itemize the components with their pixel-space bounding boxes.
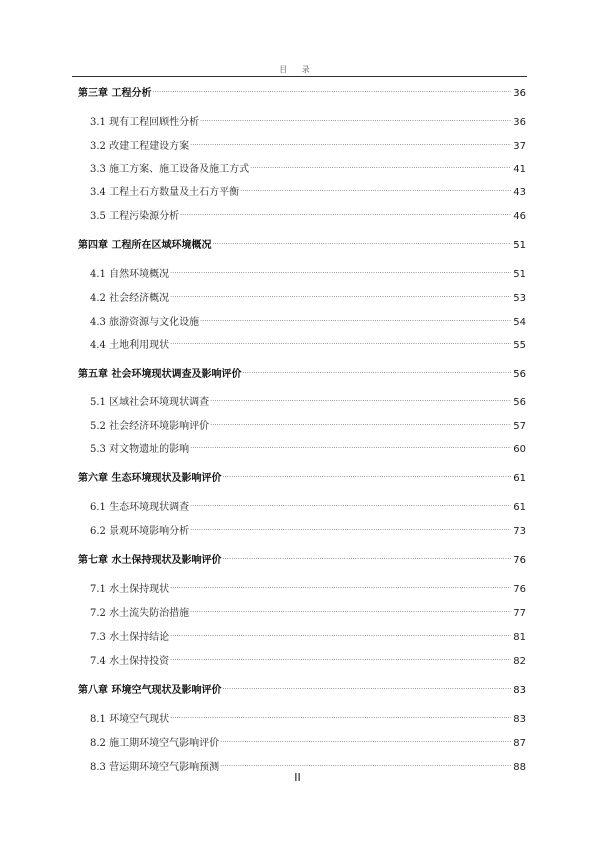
- toc-chapter-entry[interactable]: [78, 234, 526, 251]
- toc-entry-page: 55: [513, 340, 526, 351]
- toc-dot-leader: [170, 334, 511, 348]
- toc-section-entry[interactable]: [90, 602, 526, 619]
- toc-entry-label: 4.2 社会经济概况: [90, 293, 170, 304]
- page-number: II: [294, 771, 301, 784]
- toc-dot-leader: [190, 496, 511, 510]
- toc-entry-label: 第八章 环境空气现状及影响评价: [78, 685, 222, 696]
- toc-dot-leader: [170, 287, 511, 301]
- toc-entry-page: 81: [513, 632, 526, 643]
- toc-entry-page: 46: [513, 211, 526, 222]
- toc-entry-page: 51: [513, 269, 526, 280]
- toc-entry-label: 8.1 环境空气现状: [90, 714, 170, 725]
- toc-entry-label: 3.3 施工方案、施工设备及施工方式: [90, 164, 250, 175]
- toc-entry-page: 87: [513, 738, 526, 749]
- toc-entry-label: 4.3 旅游资源与文化设施: [90, 317, 200, 328]
- toc-dot-leader: [152, 82, 511, 96]
- toc-dot-leader: [222, 679, 511, 693]
- toc-section-entry[interactable]: [90, 205, 526, 222]
- toc-dot-leader: [240, 181, 511, 195]
- toc-entry-label: 6.2 景观环境影响分析: [90, 526, 190, 537]
- toc-entry-label: 5.2 社会经济环境影响评价: [90, 421, 210, 432]
- toc-dot-leader: [200, 111, 511, 125]
- toc-section-entry[interactable]: [90, 578, 526, 595]
- toc-dot-leader: [190, 438, 511, 452]
- toc-dot-leader: [170, 578, 511, 592]
- toc-dot-leader: [222, 467, 511, 481]
- toc-entry-page: 36: [513, 88, 526, 99]
- toc-entry-page: 54: [513, 317, 526, 328]
- toc-chapter-entry[interactable]: [78, 467, 526, 484]
- toc-entry-label: 第五章 社会环境现状调查及影响评价: [78, 369, 242, 380]
- toc-section-entry[interactable]: [90, 520, 526, 537]
- toc-section-entry[interactable]: [90, 263, 526, 280]
- toc-dot-leader: [220, 732, 511, 746]
- toc-entry-label: 第六章 生态环境现状及影响评价: [78, 473, 222, 484]
- toc-entry-page: 56: [513, 397, 526, 408]
- toc-dot-leader: [212, 234, 511, 248]
- toc-entry-page: 53: [513, 293, 526, 304]
- toc-entry-label: 8.3 营运期环境空气影响预测: [90, 762, 220, 773]
- toc-dot-leader: [222, 549, 511, 563]
- toc-entry-label: 5.1 区域社会环境现状调查: [90, 397, 210, 408]
- toc-dot-leader: [242, 363, 511, 377]
- toc-entry-label: 4.1 自然环境概况: [90, 269, 170, 280]
- toc-chapter-entry[interactable]: [78, 549, 526, 566]
- toc-section-entry[interactable]: [90, 158, 526, 175]
- toc-entry-label: 7.2 水土流失防治措施: [90, 608, 190, 619]
- toc-entry-page: 36: [513, 117, 526, 128]
- toc-section-entry[interactable]: [90, 732, 526, 749]
- toc-chapter-entry[interactable]: [78, 363, 526, 380]
- toc-section-entry[interactable]: [90, 708, 526, 725]
- toc-dot-leader: [190, 520, 511, 534]
- toc-entry-page: 60: [513, 444, 526, 455]
- toc-entry-page: 83: [513, 714, 526, 725]
- toc-dot-leader: [190, 602, 511, 616]
- toc-section-entry[interactable]: [90, 334, 526, 351]
- toc-entry-label: 3.2 改建工程建设方案: [90, 141, 190, 152]
- toc-entry-page: 61: [513, 473, 526, 484]
- toc-entry-page: 43: [513, 187, 526, 198]
- toc-section-entry[interactable]: [90, 496, 526, 513]
- toc-entry-page: 73: [513, 526, 526, 537]
- toc-chapter-entry[interactable]: [78, 82, 526, 99]
- toc-section-entry[interactable]: [90, 135, 526, 152]
- toc-entry-page: 82: [513, 656, 526, 667]
- toc-dot-leader: [190, 135, 511, 149]
- toc-entry-page: 56: [513, 369, 526, 380]
- toc-section-entry[interactable]: [90, 391, 526, 408]
- toc-dot-leader: [210, 415, 511, 429]
- toc-entry-label: 5.3 对文物遗址的影响: [90, 444, 190, 455]
- toc-section-entry[interactable]: [90, 287, 526, 304]
- toc-entry-page: 77: [513, 608, 526, 619]
- toc-section-entry[interactable]: [90, 181, 526, 198]
- toc-entry-label: 第四章 工程所在区域环境概况: [78, 240, 212, 251]
- toc-entry-page: 51: [513, 240, 526, 251]
- toc-section-entry[interactable]: [90, 415, 526, 432]
- toc-dot-leader: [170, 708, 511, 722]
- toc-entry-label: 3.4 工程土石方数量及土石方平衡: [90, 187, 240, 198]
- toc-entry-label: 3.1 现有工程回顾性分析: [90, 117, 200, 128]
- page-header-title: 目 录: [279, 65, 316, 74]
- toc-entry-label: 6.1 生态环境现状调查: [90, 502, 190, 513]
- toc-entry-label: 8.2 施工期环境空气影响评价: [90, 738, 220, 749]
- toc-dot-leader: [180, 205, 511, 219]
- toc-entry-page: 83: [513, 685, 526, 696]
- toc-section-entry[interactable]: [90, 650, 526, 667]
- toc-dot-leader: [170, 650, 511, 664]
- header-divider: [72, 76, 527, 77]
- toc-entry-label: 7.1 水土保持现状: [90, 584, 170, 595]
- toc-dot-leader: [170, 263, 511, 277]
- toc-entry-label: 4.4 土地利用现状: [90, 340, 170, 351]
- toc-entry-label: 第三章 工程分析: [78, 88, 152, 99]
- toc-entry-page: 57: [513, 421, 526, 432]
- toc-section-entry[interactable]: [90, 311, 526, 328]
- toc-entry-label: 3.5 工程污染源分析: [90, 211, 180, 222]
- toc-dot-leader: [220, 756, 511, 770]
- toc-section-entry[interactable]: [90, 111, 526, 128]
- toc-entry-label: 7.4 水土保持投资: [90, 656, 170, 667]
- toc-entry-label: 7.3 水土保持结论: [90, 632, 170, 643]
- toc-section-entry[interactable]: [90, 438, 526, 455]
- toc-entry-label: 第七章 水土保持现状及影响评价: [78, 555, 222, 566]
- toc-dot-leader: [250, 158, 511, 172]
- toc-entry-page: 37: [513, 141, 526, 152]
- toc-dot-leader: [210, 391, 511, 405]
- toc-entry-page: 76: [513, 584, 526, 595]
- toc-section-entry[interactable]: [90, 626, 526, 643]
- toc-section-entry[interactable]: [90, 756, 526, 773]
- toc-entry-page: 88: [513, 762, 526, 773]
- toc-dot-leader: [200, 311, 511, 325]
- toc-chapter-entry[interactable]: [78, 679, 526, 696]
- toc-entry-page: 76: [513, 555, 526, 566]
- toc-entry-page: 41: [513, 164, 526, 175]
- toc-entry-page: 61: [513, 502, 526, 513]
- toc-dot-leader: [170, 626, 511, 640]
